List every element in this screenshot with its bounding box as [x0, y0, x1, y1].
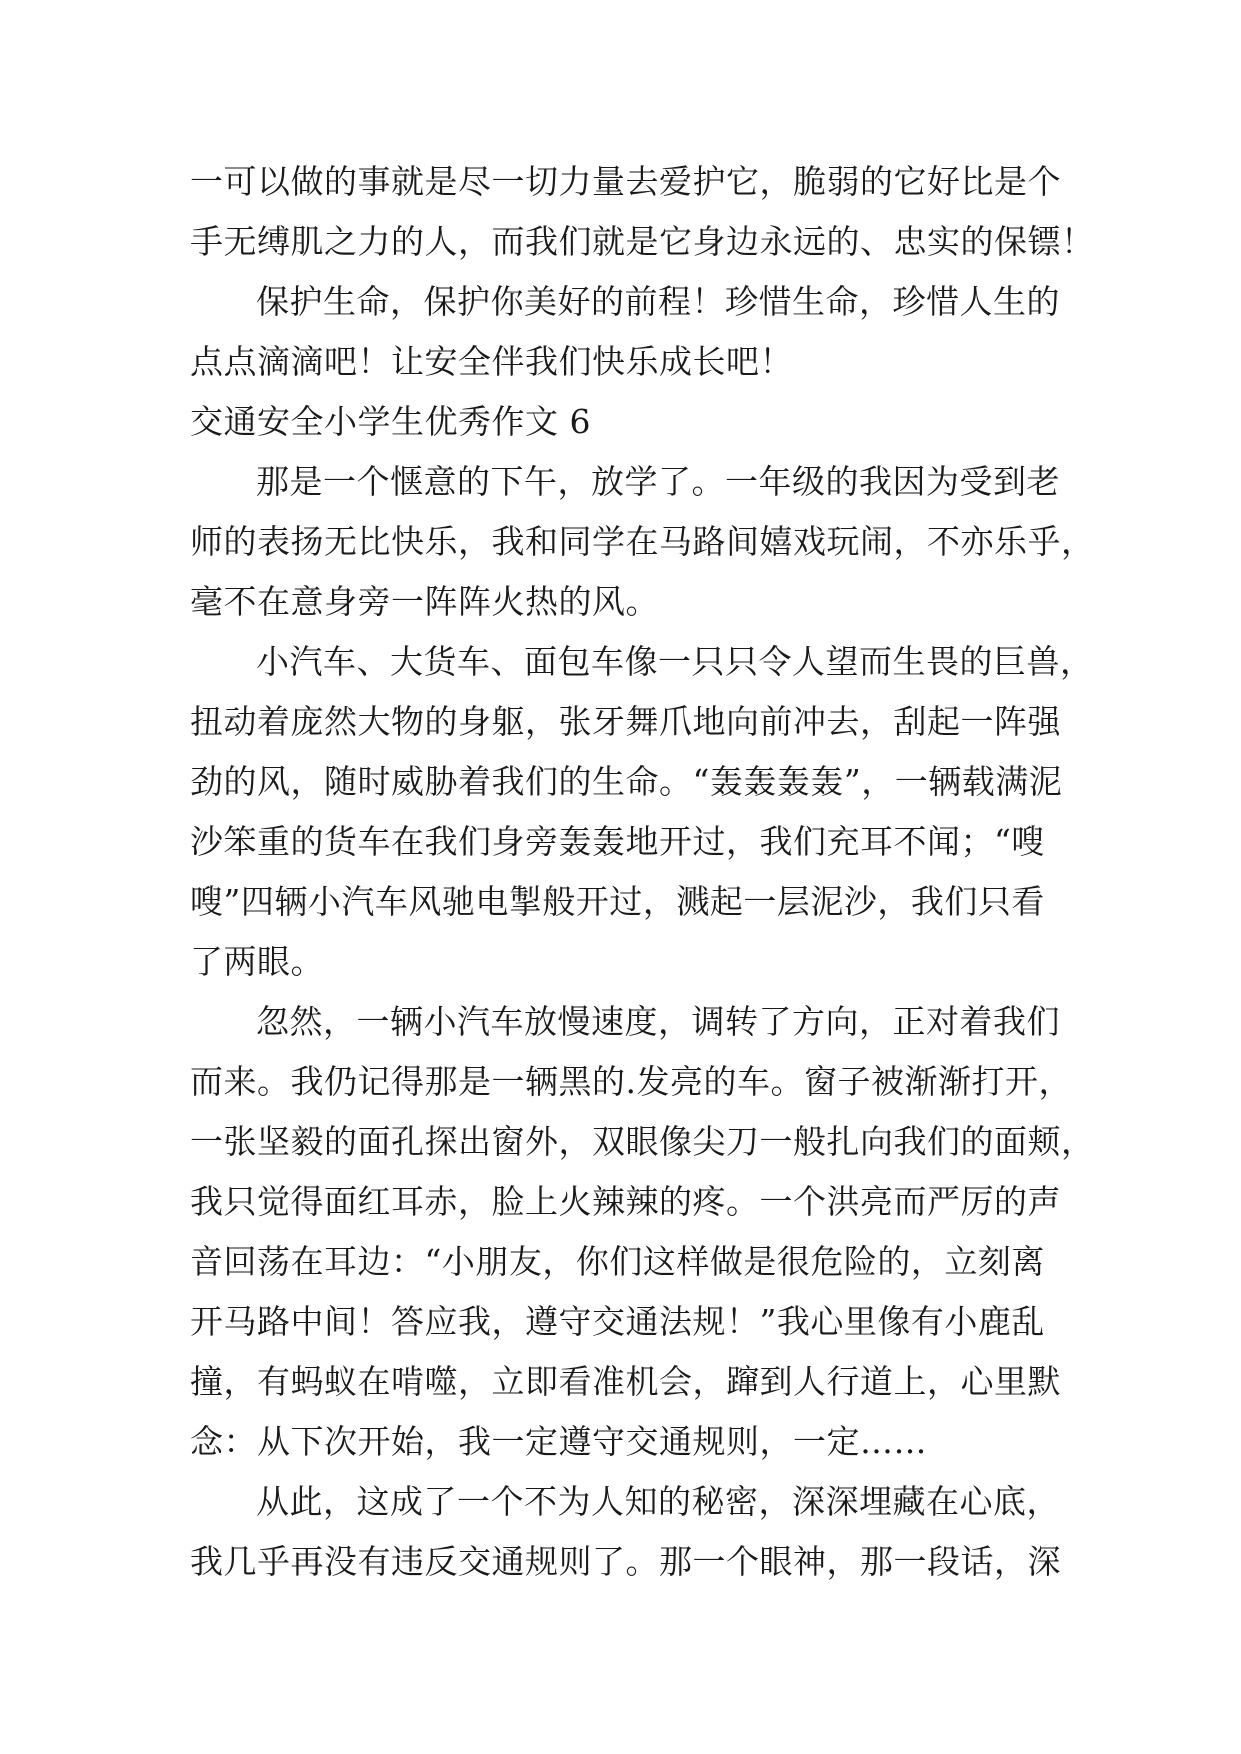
text-line: 毫不在意身旁一阵阵火热的风。 — [190, 582, 659, 621]
text-line: 我几乎再没有违反交通规则了。那一个眼神，那一段话，深 — [190, 1542, 1061, 1581]
text-line: 点点滴滴吧！让安全伴我们快乐成长吧！ — [190, 342, 793, 381]
paragraph-first-line: 从此，这成了一个不为人知的秘密，深深埋藏在心底， — [256, 1482, 1060, 1521]
text-line: 了两眼。 — [190, 942, 324, 981]
text-line: 而来。我仍记得那是一辆黑的.发亮的车。窗子被渐渐打开， — [190, 1062, 1072, 1101]
section-heading: 交通安全小学生优秀作文 6 — [190, 402, 591, 441]
text-line: 撞，有蚂蚁在啃噬，立即看准机会，蹿到人行道上，心里默 — [190, 1362, 1061, 1401]
paragraph-first-line: 保护生命，保护你美好的前程！珍惜生命，珍惜人生的 — [256, 282, 1060, 321]
text-line: 一可以做的事就是尽一切力量去爱护它，脆弱的它好比是个 — [190, 162, 1061, 201]
text-line: 手无缚肌之力的人，而我们就是它身边永远的、忠实的保镖！ — [190, 222, 1095, 261]
text-line: 嗖”四辆小汽车风驰电掣般开过，溅起一层泥沙，我们只看 — [190, 882, 1045, 921]
text-line: 劲的风，随时威胁着我们的生命。“轰轰轰轰”，一辆载满泥 — [190, 762, 1063, 801]
text-line: 我只觉得面红耳赤，脸上火辣辣的疼。一个洪亮而严厉的声 — [190, 1182, 1061, 1221]
text-line: 扭动着庞然大物的身躯，张牙舞爪地向前冲去，刮起一阵强 — [190, 702, 1061, 741]
paragraph-first-line: 忽然，一辆小汽车放慢速度，调转了方向，正对着我们 — [256, 1002, 1060, 1041]
text-line: 音回荡在耳边：“小朋友，你们这样做是很危险的，立刻离 — [190, 1242, 1045, 1281]
text-line: 念：从下次开始，我一定遵守交通规则，一定…… — [190, 1422, 927, 1461]
text-line: 开马路中间！答应我，遵守交通法规！”我心里像有小鹿乱 — [190, 1302, 1045, 1341]
paragraph-first-line: 小汽车、大货车、面包车像一只只令人望而生畏的巨兽， — [256, 642, 1094, 681]
text-line: 沙笨重的货车在我们身旁轰轰地开过，我们充耳不闻；“嗖 — [190, 822, 1045, 861]
essay-body — [190, 152, 1095, 1592]
text-line: 师的表扬无比快乐，我和同学在马路间嬉戏玩闹，不亦乐乎， — [190, 522, 1095, 561]
paragraph-first-line: 那是一个惬意的下午，放学了。一年级的我因为受到老 — [256, 462, 1060, 501]
text-line: 一张坚毅的面孔探出窗外，双眼像尖刀一般扎向我们的面颊， — [190, 1122, 1095, 1161]
